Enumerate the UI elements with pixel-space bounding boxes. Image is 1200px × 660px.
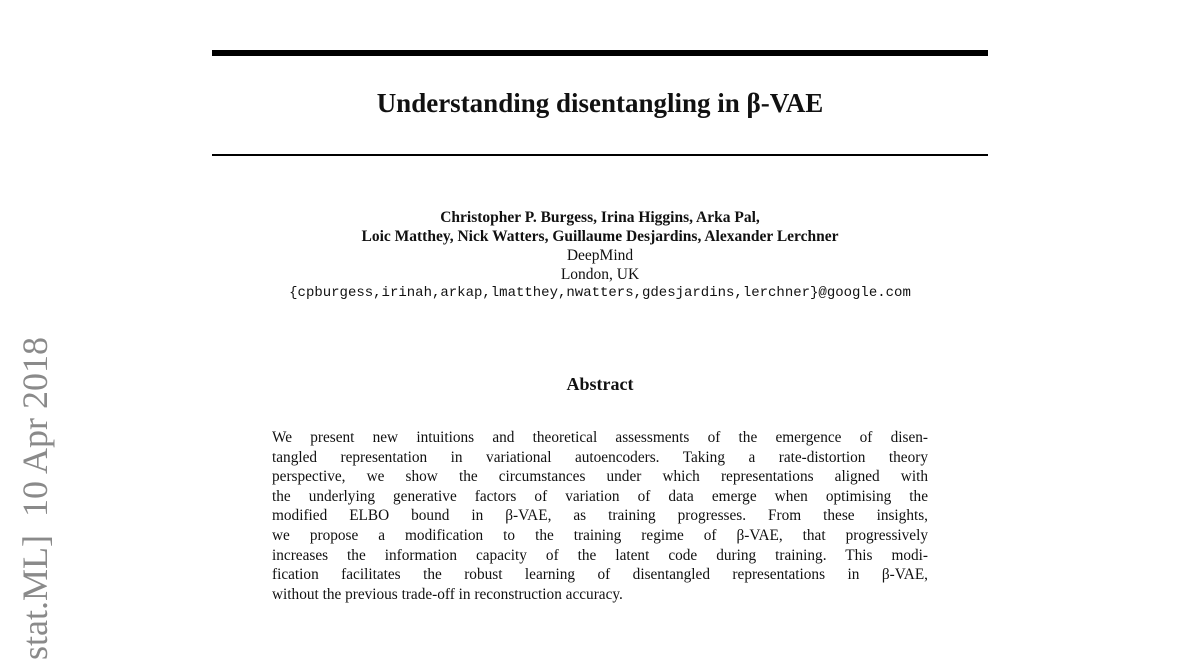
abstract-line: the underlying generative factors of variation of data emerge when optimising the	[272, 487, 928, 505]
abstract-line: without the previous trade-off in reconstruction accuracy.	[272, 585, 623, 603]
arxiv-stamp: stat.ML] 10 Apr 2018	[15, 337, 55, 660]
abstract-line: increases the information capacity of the latent code during training. This modi-	[272, 546, 928, 564]
abstract-line: modified ELBO bound in β-VAE, as training progresses. From these insights,	[272, 507, 928, 525]
paper-title: Understanding disentangling in β-VAE	[376, 88, 824, 118]
affiliation: DeepMind	[566, 247, 634, 264]
abstract-line: we propose a modification to the training regime of β-VAE, that progressively	[272, 526, 928, 544]
abstract-body	[272, 428, 928, 604]
email: {cpburgess,irinah,arkap,lmatthey,nwatters,gdesjardins,lerchner}@google.com	[289, 285, 911, 301]
author-block	[212, 208, 988, 303]
abstract-line: fication facilitates the robust learning of disentangled representations in β-VAE,	[272, 566, 928, 584]
abstract-line: We present new intuitions and theoretical assessments of the emergence of disen-	[272, 429, 928, 446]
abstract-line: tangled representation in variational autoencoders. Taking a rate-distortion theory	[272, 448, 928, 466]
abstract-heading: Abstract	[566, 374, 634, 394]
abstract-line: perspective, we show the circumstances under which representations aligned with	[272, 468, 928, 486]
title-rule	[212, 154, 988, 156]
authors-line-2: Loic Matthey, Nick Watters, Guillaume Desjardins, Alexander Lerchner	[361, 228, 839, 245]
authors-line-1: Christopher P. Burgess, Irina Higgins, Arka Pal,	[440, 209, 760, 226]
location: London, UK	[560, 266, 640, 283]
top-rule	[212, 50, 988, 56]
